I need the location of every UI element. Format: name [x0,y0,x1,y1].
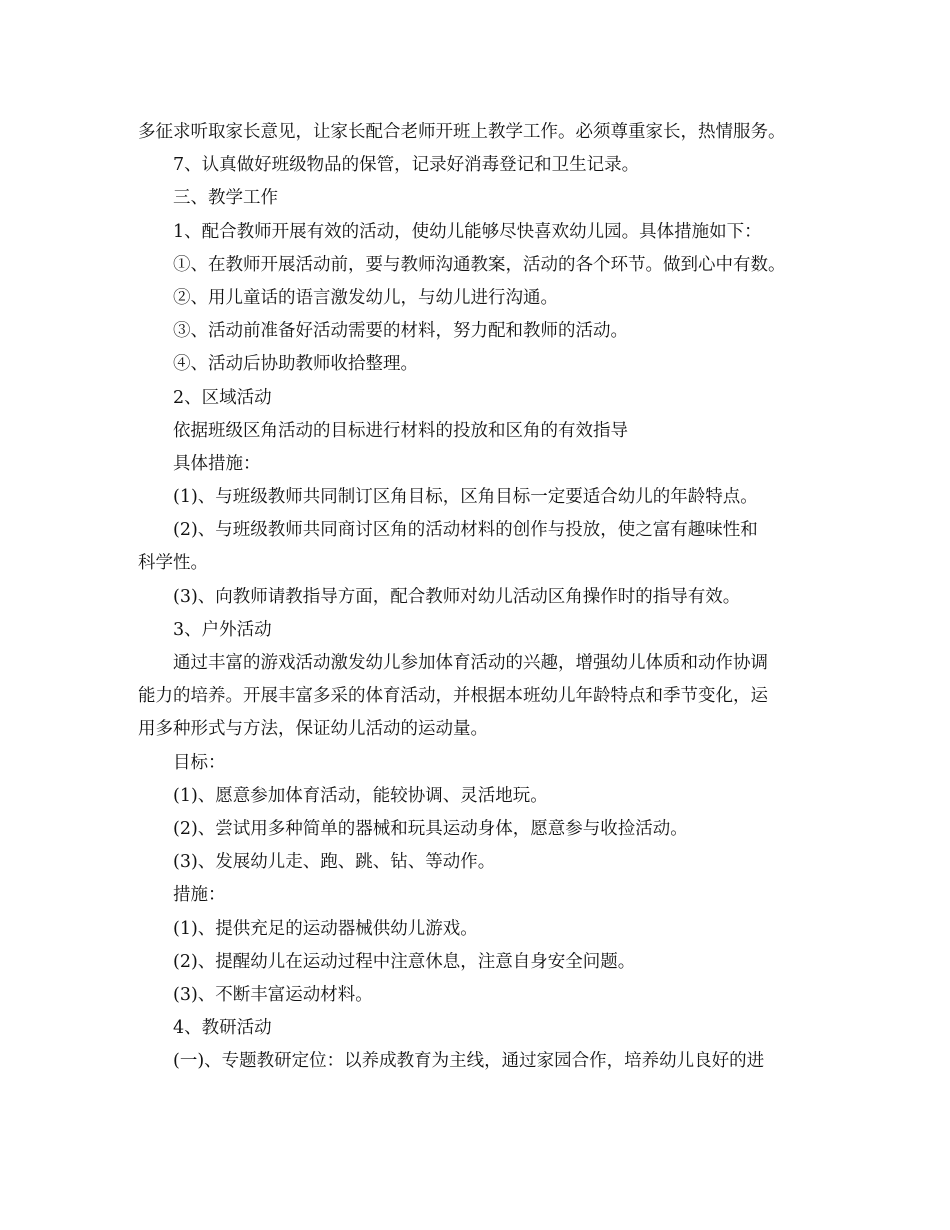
list-item: ④、活动后协助教师收拾整理。 [173,354,418,375]
list-item: ②、用儿童话的语言激发幼儿，与幼儿进行沟通。 [173,287,558,308]
paragraph-line: 用多种形式与方法，保证幼儿活动的运动量。 [138,719,488,740]
paragraph-line: 通过丰富的游戏活动激发幼儿参加体育活动的兴趣，增强幼儿体质和动作协调 [173,653,768,673]
list-item: (1)、愿意参加体育活动，能较协调、灵活地玩。 [173,785,548,806]
subsection-heading: 1、配合教师开展有效的活动，使幼儿能够尽快喜欢幼儿园。具体措施如下： [173,221,762,242]
list-item: ③、活动前准备好活动需要的材料，努力配和教师的活动。 [173,321,628,342]
paragraph-line: 多征求听取家长意见，让家长配合老师开班上教学工作。必须尊重家长，热情服务。 [138,122,786,142]
list-item: (2)、提醒幼儿在运动过程中注意休息，注意自身安全问题。 [173,951,636,972]
paragraph-line: 措施： [173,885,226,906]
paragraph-line: 科学性。 [138,553,208,574]
list-item: (1)、与班级教师共同制订区角目标，区角目标一定要适合幼儿的年龄特点。 [173,487,758,508]
list-item: (3)、发展幼儿走、跑、跳、钻、等动作。 [173,852,496,873]
section-heading: 三、教学工作 [173,188,278,209]
list-item: (2)、与班级教师共同商讨区角的活动材料的创作与投放，使之富有趣味性和 [173,520,758,541]
paragraph-line: 依据班级区角活动的目标进行材料的投放和区角的有效指导 [173,420,628,441]
list-item: (1)、提供充足的运动器械供幼儿游戏。 [173,918,478,939]
subsection-heading: 3、户外活动 [173,619,272,640]
list-item: (3)、向教师请教指导方面，配合教师对幼儿活动区角操作时的指导有效。 [173,586,741,607]
list-item: (3)、不断丰富运动材料。 [173,984,373,1005]
list-item: (一)、专题教研定位：以养成教育为主线，通过家园合作，培养幼儿良好的进 [173,1051,765,1072]
subsection-heading: 4、教研活动 [173,1018,272,1039]
list-item: (2)、尝试用多种简单的器械和玩具运动身体，愿意参与收捡活动。 [173,818,688,839]
paragraph-line: 目标： [173,752,226,773]
paragraph-line: 能力的培养。开展丰富多采的体育活动，并根据本班幼儿年龄特点和季节变化，运 [138,686,768,707]
paragraph-line: 7、认真做好班级物品的保管，记录好消毒登记和卫生记录。 [173,155,640,176]
list-item: ①、在教师开展活动前，要与教师沟通教案，活动的各个环节。做到心中有数。 [173,254,786,275]
subsection-heading: 2、区域活动 [173,387,272,408]
document-body [138,116,824,1078]
paragraph-line: 具体措施： [173,453,261,474]
